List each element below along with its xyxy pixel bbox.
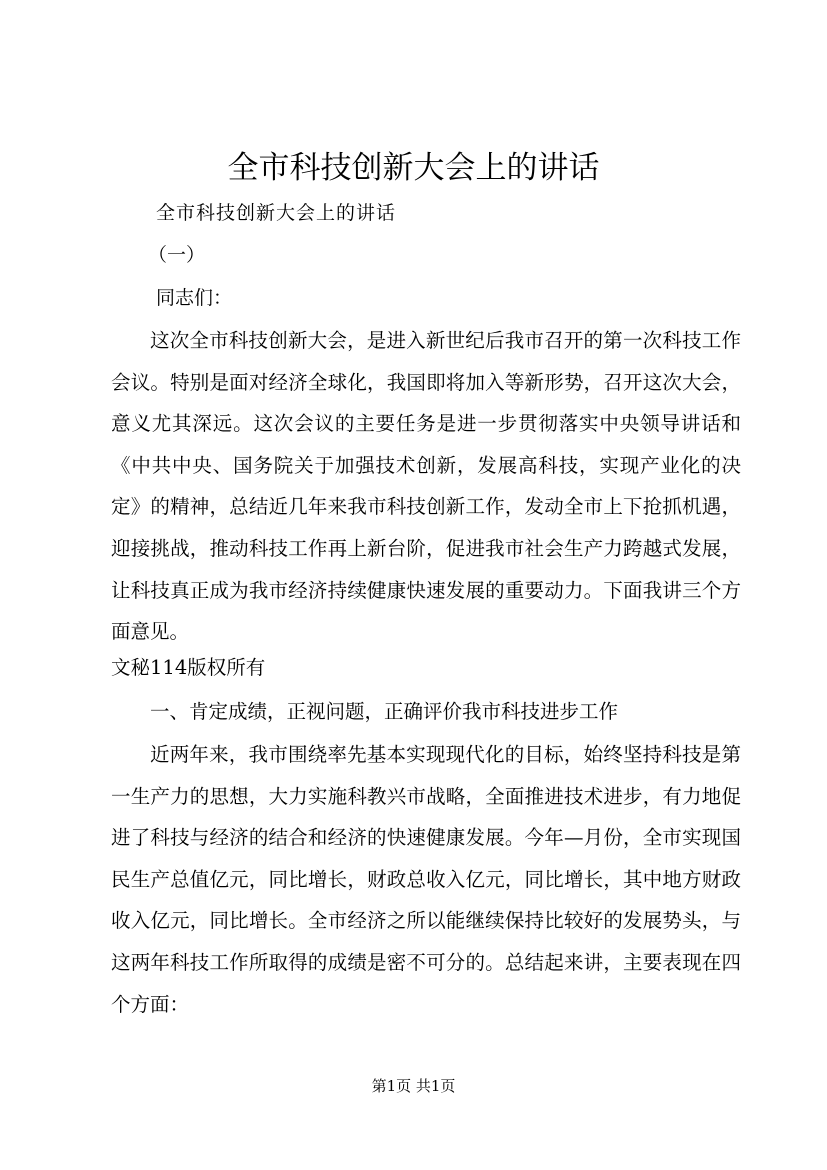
copyright-note: 文秘114版权所有 xyxy=(111,656,266,679)
document-subtitle: 全市科技创新大会上的讲话 xyxy=(156,202,397,224)
body-paragraph-2: 近两年来，我市围绕率先基本实现现代化的目标，始终坚持科技是第一生产力的思想，大力实施科教兴市战略，全面推进技术进步，有力地促进了科技与经济的结合和经济的快速健康发展。今年—月份，全市实现国民生产总值亿元，同比增长，财政总收入亿元，同比增长，其中地方财政收入亿元，同比增长。全市经济之所以能继续保持比较好的发展势头，与这两年科技工作所取得的成绩是密不可分的。总结起来讲，主要表现在四个方面： xyxy=(111,743,741,1016)
section-number: （一） xyxy=(148,244,206,266)
section-heading: 一、肯定成绩，正视问题，正确评价我市科技进步工作 xyxy=(150,700,619,723)
document-title: 全市科技创新大会上的讲话 xyxy=(227,150,600,186)
greeting: 同志们： xyxy=(156,287,233,309)
page-footer: 第1页 共1页 xyxy=(371,1077,456,1095)
body-paragraph-1: 这次全市科技创新大会，是进入新世纪后我市召开的第一次科技工作会议。特别是面对经济全球化，我国即将加入等新形势，召开这次大会，意义尤其深远。这次会议的主要任务是进一步贯彻落实中央领导讲话和《中共中央、国务院关于加强技术创新，发展高科技，实现产业化的决定》的精神，总结近几年来我市科技创新工作，发动全市上下抢抓机遇，迎接挑战，推动科技工作再上新台阶，促进我市社会生产力跨越式发展，让科技真正成为我市经济持续健康快速发展的重要动力。下面我讲三个方面意见。 xyxy=(111,329,741,644)
